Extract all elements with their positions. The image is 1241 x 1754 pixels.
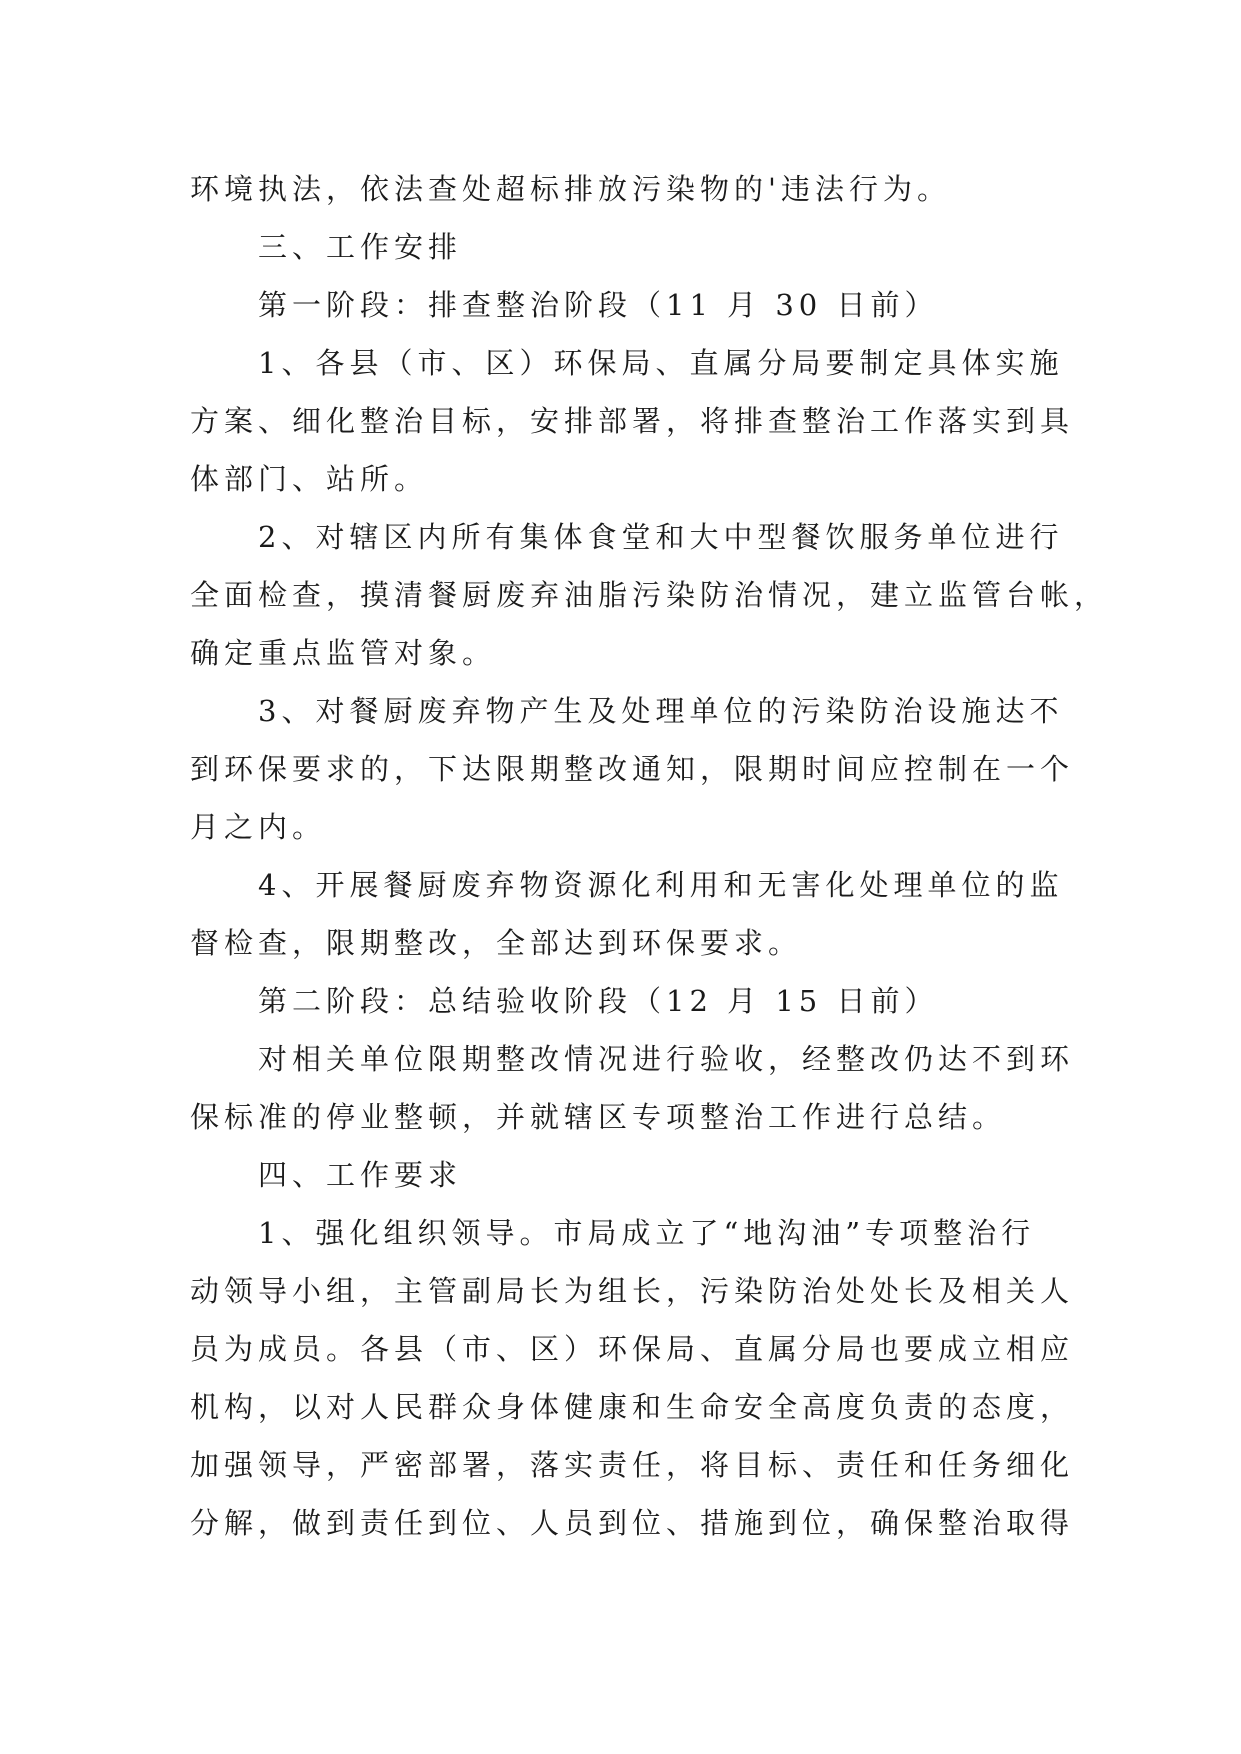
text-line: 体部门、站所。 bbox=[190, 462, 429, 496]
text-line: 对相关单位限期整改情况进行验收，经整改仍达不到环 bbox=[258, 1042, 1075, 1076]
text-line: 保标准的停业整顿，并就辖区专项整治工作进行总结。 bbox=[190, 1100, 1007, 1134]
section-heading-work-arrangement: 三、工作安排 bbox=[258, 230, 463, 264]
document-body bbox=[190, 160, 1109, 1552]
text-line: 2、对辖区内所有集体食堂和大中型餐饮服务单位进行 bbox=[258, 520, 1064, 554]
text-line: 全面检查，摸清餐厨废弃油脂污染防治情况，建立监管台帐， bbox=[190, 578, 1109, 612]
stage-two-heading: 第二阶段：总结验收阶段（12 月 15 日前） bbox=[258, 984, 939, 1018]
section-heading-work-requirements: 四、工作要求 bbox=[258, 1158, 463, 1192]
text-line: 1、各县（市、区）环保局、直属分局要制定具体实施 bbox=[258, 346, 1064, 380]
text-line: 确定重点监管对象。 bbox=[190, 636, 497, 670]
stage-one-heading: 第一阶段：排查整治阶段（11 月 30 日前） bbox=[258, 288, 939, 322]
text-line: 到环保要求的，下达限期整改通知，限期时间应控制在一个 bbox=[190, 752, 1075, 786]
text-line: 月之内。 bbox=[190, 810, 327, 844]
text-line: 4、开展餐厨废弃物资源化利用和无害化处理单位的监 bbox=[258, 868, 1064, 902]
text-line: 分解，做到责任到位、人员到位、措施到位，确保整治取得 bbox=[190, 1506, 1075, 1540]
text-line: 加强领导，严密部署，落实责任，将目标、责任和任务细化 bbox=[190, 1448, 1075, 1482]
text-line: 动领导小组，主管副局长为组长，污染防治处处长及相关人 bbox=[190, 1274, 1075, 1308]
text-line: 机构，以对人民群众身体健康和生命安全高度负责的态度， bbox=[190, 1390, 1075, 1424]
text-line: 3、对餐厨废弃物产生及处理单位的污染防治设施达不 bbox=[258, 694, 1064, 728]
text-line: 环境执法，依法查处超标排放污染物的'违法行为。 bbox=[190, 172, 951, 206]
text-line: 员为成员。各县（市、区）环保局、直属分局也要成立相应 bbox=[190, 1332, 1075, 1366]
text-line: 督检查，限期整改，全部达到环保要求。 bbox=[190, 926, 803, 960]
text-line: 1、强化组织领导。市局成立了“地沟油”专项整治行 bbox=[258, 1216, 1036, 1250]
text-line: 方案、细化整治目标，安排部署，将排查整治工作落实到具 bbox=[190, 404, 1075, 438]
